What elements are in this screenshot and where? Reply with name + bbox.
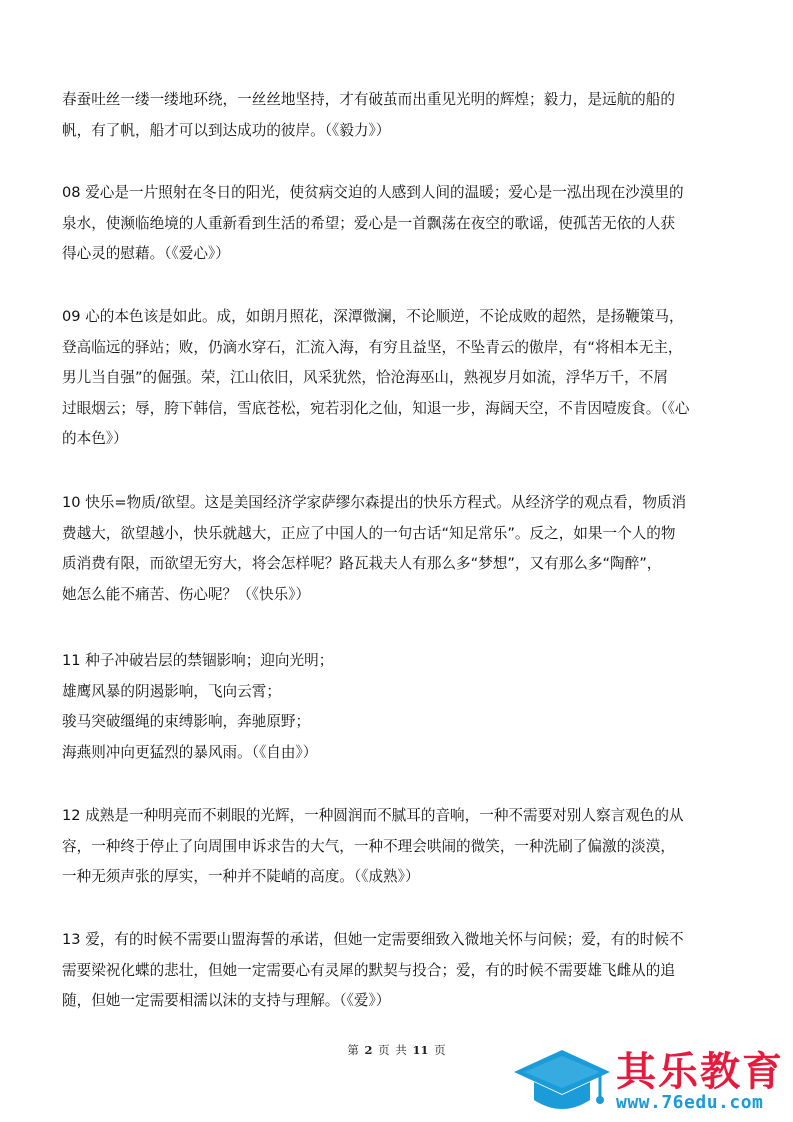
text-line: 她怎么能不痛苦、伤心呢？（《快乐》） (62, 585, 311, 603)
text-line: 费越大，欲望越小，快乐就越大，正应了中国人的一句古话“知足常乐”。反之，如果一个人的物 (62, 524, 676, 542)
brand-name: 其乐教育 (616, 1049, 784, 1095)
text-line: 随，但她一定需要相濡以沫的支持与理解。（《爱》） (62, 992, 391, 1009)
graduation-cap-icon (512, 1042, 612, 1118)
brand-url: www.76edu.com (616, 1092, 764, 1113)
footer-suffix: 页 (434, 1043, 446, 1057)
text-line: 容，一种终于停止了向周围申诉求告的大气，一种不理会哄闹的微笑，一种洗刷了偏激的淡漠， (62, 837, 675, 855)
text-line: 雄鹰风暴的阴遏影响，飞向云霄； (62, 682, 281, 700)
text-line: 男儿当自强”的倔强。荣，江山依旧，风采犹然，恰沧海巫山，熟视岁月如流，浮华万千，不屑 (62, 369, 668, 386)
paragraph-11-freedom (62, 646, 742, 768)
text-line: 12 成熟是一种明亮而不刺眼的光辉，一种圆润而不腻耳的音响，一种不需要对别人察言观色的从 (62, 807, 684, 824)
text-line: 骏马突破缰绳的束缚影响，奔驰原野； (62, 713, 311, 730)
paragraph-perseverance (62, 85, 742, 146)
paragraph-10-happiness (62, 488, 742, 610)
text-line: 一种无须声张的厚实，一种并不陡峭的高度。（《成熟》） (62, 868, 420, 885)
brand-logo (512, 1040, 788, 1120)
footer-middle: 页 共 (378, 1043, 407, 1057)
text-line: 海燕则冲向更猛烈的暴风雨。（《自由》） (62, 743, 318, 761)
text-line: 08 爱心是一片照射在冬日的阳光，使贫病交迫的人感到人间的温暖；爱心是一泓出现在沙漠里的 (62, 184, 684, 201)
text-line: 09 心的本色该是如此。成，如朗月照花，深潭微澜，不论顺逆，不论成败的超然，是扬鞭策马， (62, 308, 684, 325)
text-line: 的本色》） (62, 430, 128, 447)
text-line: 需要梁祝化蝶的悲壮，但她一定需要心有灵犀的默契与投合；爱，有的时候不需要雄飞雌从的追 (62, 961, 675, 979)
text-line: 春蚕吐丝一缕一缕地环绕，一丝丝地坚持，才有破茧而出重见光明的辉煌；毅力，是远航的船的 (62, 91, 675, 108)
text-line: 11 种子冲破岩层的禁锢影响；迎向光明； (62, 652, 334, 669)
text-line: 10 快乐=物质/欲望。这是美国经济学家萨缪尔森提出的快乐方程式。从经济学的观点看，物质消 (62, 494, 687, 511)
paragraph-13-love (62, 925, 742, 1017)
text-line: 13 爱，有的时候不需要山盟海誓的承诺，但她一定需要细致入微地关怀与问候；爱，有的时候不 (62, 931, 684, 948)
page-number: 2 (364, 1043, 373, 1057)
paragraph-12-maturity (62, 801, 742, 893)
paragraph-09-heart (62, 302, 742, 455)
footer-prefix: 第 (347, 1043, 359, 1057)
text-line: 泉水，使濒临绝境的人重新看到生活的希望；爱心是一首飘荡在夜空的歌谣，使孤苦无依的人获 (62, 214, 675, 232)
text-line: 得心灵的慰藉。（《爱心》） (62, 245, 230, 262)
text-line: 帆，有了帆，船才可以到达成功的彼岸。（《毅力》） (62, 121, 391, 139)
text-line: 质消费有限，而欲望无穷大，将会怎样呢？路瓦栽夫人有那么多“梦想”，又有那么多“陶醉”， (62, 555, 662, 572)
paragraph-08-love (62, 178, 742, 270)
text-line: 过眼烟云；辱，胯下韩信，雪底苍松，宛若羽化之仙，知退一步，海阔天空，不肯因噎废食。（《心 (62, 399, 690, 417)
total-pages: 11 (412, 1043, 429, 1057)
text-line: 登高临远的驿站；败，仍滴水穿石，汇流入海，有穷且益坚，不坠青云的傲岸，有“将相本无主， (62, 338, 683, 356)
